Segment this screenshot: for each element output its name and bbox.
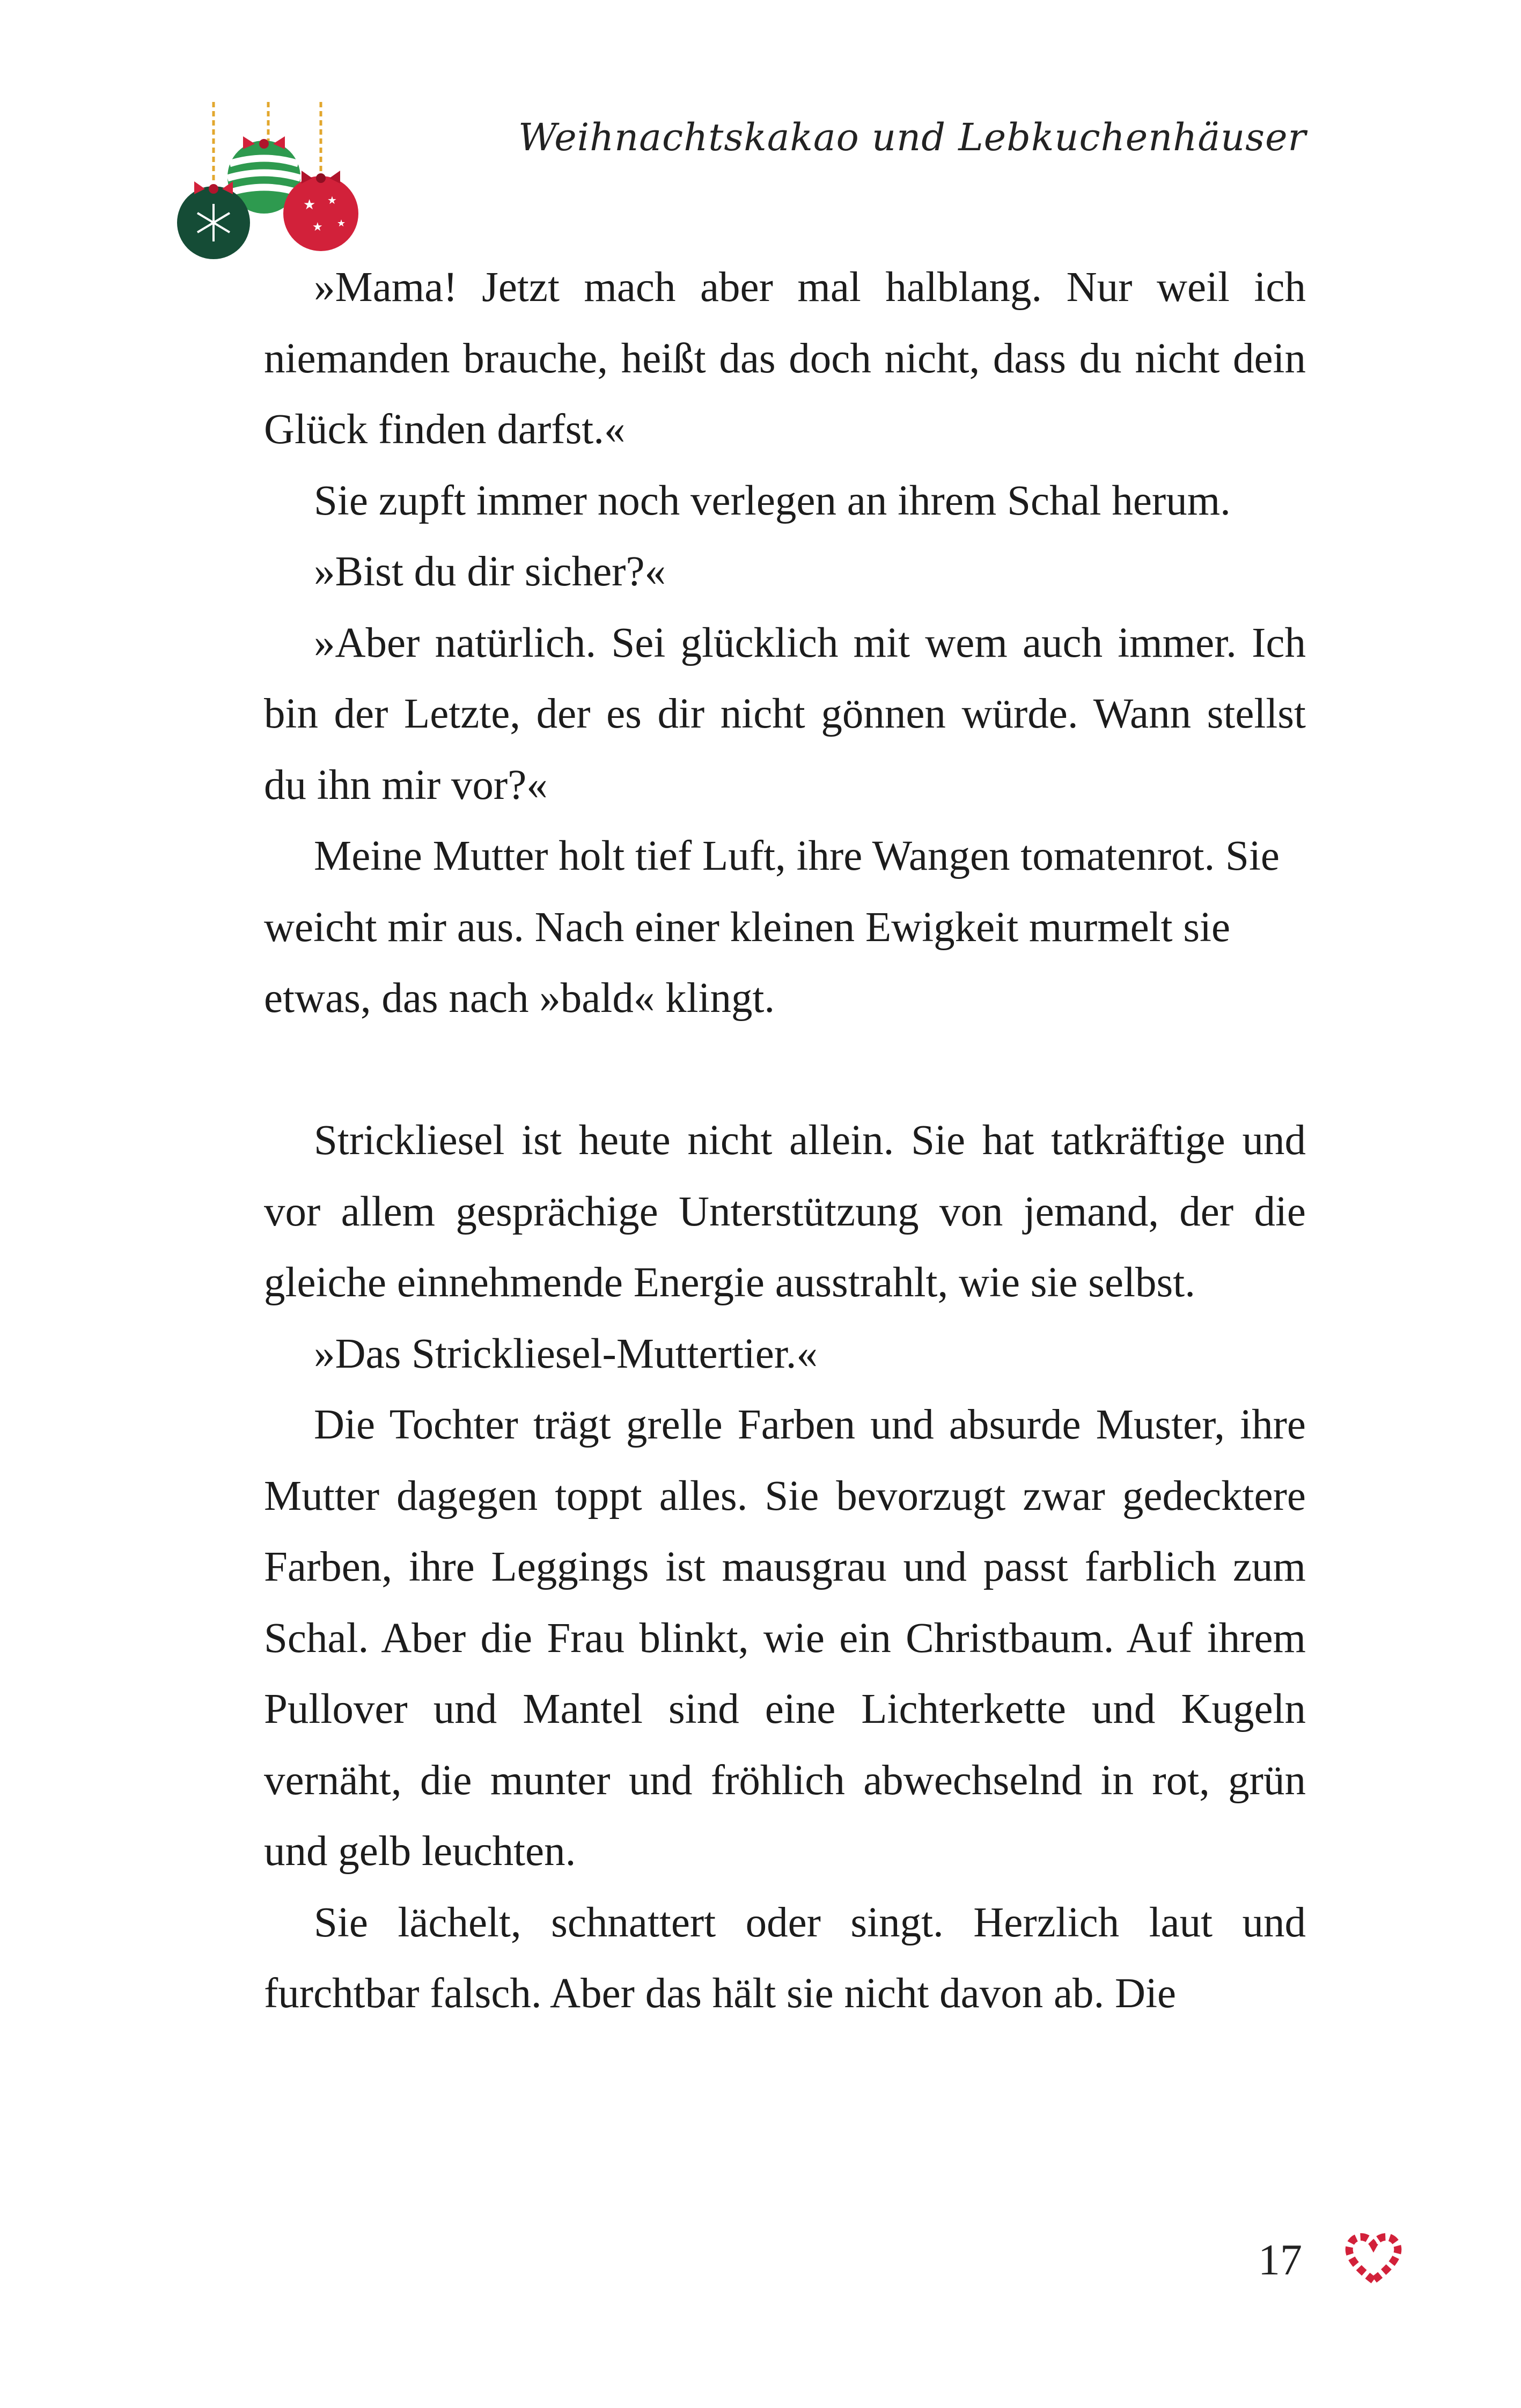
svg-text:★: ★ (303, 197, 316, 213)
paragraph: Sie zupft immer noch verlegen an ihrem Schal herum. (314, 477, 1231, 524)
svg-text:★: ★ (312, 221, 323, 234)
paragraph: »Mama! Jetzt mach aber mal halblang. Nur weil ich niemanden brauche, heißt das doch nicht, dass du nicht dein Glück finden darfst.« (264, 264, 1306, 453)
scene-break (264, 1034, 1306, 1106)
christmas-baubles-icon (172, 102, 376, 263)
paragraph: Die Tochter trägt grelle Farben und absurde Muster, ihre Mutter dagegen toppt alles. Sie bevorzugt zwar gedecktere Farben, ihre Leggings ist mausgrau und passt farblich zum Schal. Aber die Frau blinkt, wie ein Christbaum. Auf ihrem Pullover und Mantel sind eine Lichterkette und Kugeln vernäht, die munter und fröhlich abwechselnd in rot, grün und gelb leuchten. (264, 1401, 1306, 1875)
paragraph: »Das Strickliesel-Muttertier.« (314, 1330, 818, 1377)
paragraph: »Bist du dir sicher?« (314, 548, 666, 595)
svg-text:★: ★ (327, 194, 337, 207)
body-text (264, 252, 1306, 2030)
paragraph: Strickliesel ist heute nicht allein. Sie hat tatkräftige und vor allem gesprächige Unterstützung von jemand, der die gleiche einnehmende Energie ausstrahlt, wie sie selbst. (264, 1117, 1306, 1306)
page-number: 17 (1258, 2235, 1302, 2284)
candy-cane-heart-icon (1341, 2227, 1406, 2291)
svg-text:★: ★ (337, 218, 346, 229)
paragraph: »Aber natürlich. Sei glücklich mit wem auch immer. Ich bin der Letzte, der es dir nicht gönnen würde. Wann stellst du ihn mir vor?« (264, 619, 1306, 809)
running-header-title: Weihnachtskakao und Lebkuchenhäuser (518, 115, 1306, 159)
paragraph: Sie lächelt, schnattert oder singt. Herzlich laut und furchtbar falsch. Aber das hält sie nicht davon ab. Die (264, 1899, 1306, 2017)
paragraph: Meine Mutter holt tief Luft, ihre Wangen tomatenrot. Sie weicht mir aus. Nach einer kleinen Ewigkeit murmelt sie etwas, das nach »bald« klingt. (264, 833, 1280, 1022)
